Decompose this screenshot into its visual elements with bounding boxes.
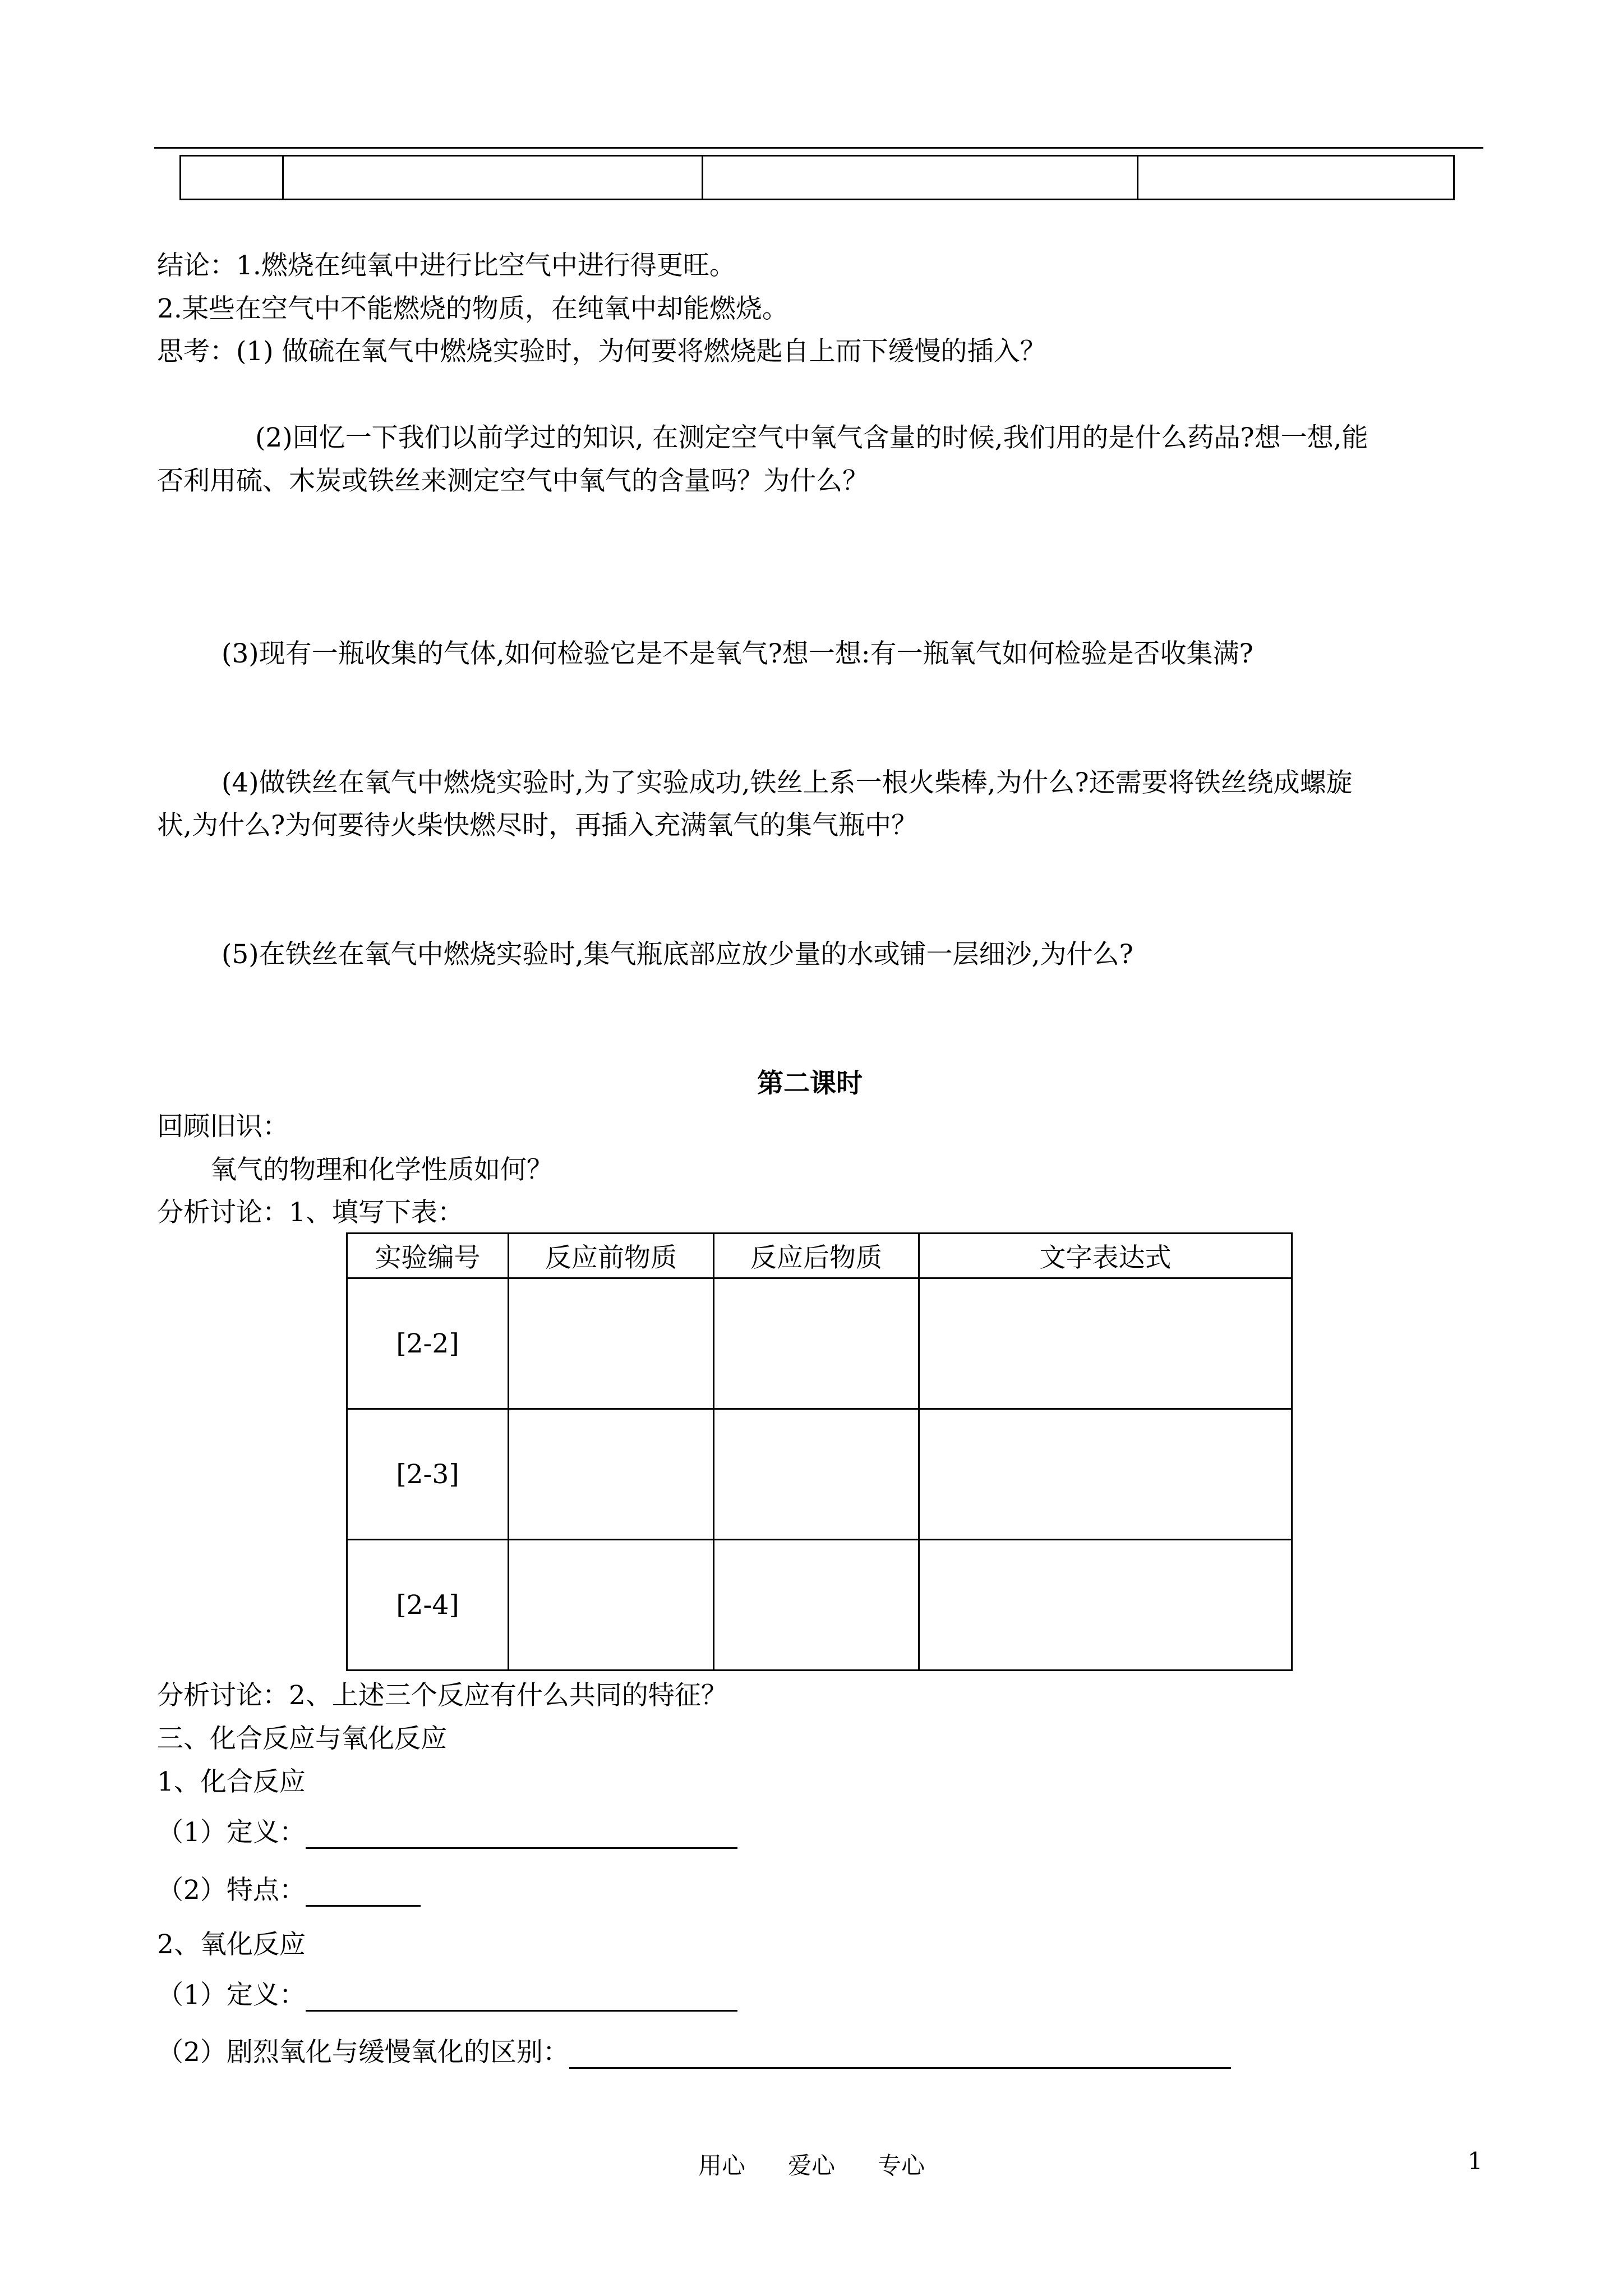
combination-definition-row — [157, 1816, 737, 1849]
table-cell — [1138, 156, 1454, 200]
continued-table-row — [179, 155, 1455, 200]
definition-blank[interactable] — [306, 1818, 737, 1849]
table-cell — [181, 156, 283, 200]
combination-feature-row — [157, 1874, 421, 1907]
table-cell[interactable] — [714, 1540, 919, 1671]
footer-item: 爱心 — [787, 2152, 835, 2179]
experiment-id: [2-4] — [347, 1540, 509, 1671]
table-header: 反应后物质 — [714, 1234, 919, 1278]
difference-blank[interactable] — [569, 2038, 1231, 2069]
table-header: 反应前物质 — [509, 1234, 714, 1278]
thinking-question-2a: (2)回忆一下我们以前学过的知识, 在测定空气中氧气含量的时候,我们用的是什么药品?想一想,能 — [255, 422, 1368, 453]
conclusion-line-1: 结论：1.燃烧在纯氧中进行比空气中进行得更旺。 — [157, 250, 736, 281]
thinking-question-2b: 否利用硫、木炭或铁丝来测定空气中氧气的含量吗？为什么？ — [157, 466, 869, 496]
thinking-question-4a: (4)做铁丝在氧气中燃烧实验时,为了实验成功,铁丝上系一根火柴棒,为什么?还需要将铁丝绕成螺旋 — [222, 767, 1353, 798]
table-cell[interactable] — [714, 1278, 919, 1409]
conclusion-line-2: 2.某些在空气中不能燃烧的物质，在纯氧中却能燃烧。 — [157, 293, 789, 324]
table-cell[interactable] — [509, 1540, 714, 1671]
table-header: 文字表达式 — [919, 1234, 1292, 1278]
combination-feature-label: （2）特点： — [157, 1875, 306, 1906]
oxidation-difference-row — [157, 2036, 1231, 2069]
lesson-title: 第二课时 — [757, 1068, 863, 1099]
footer-item: 专心 — [878, 2152, 925, 2179]
table-cell[interactable] — [509, 1409, 714, 1540]
table-row — [347, 1409, 1292, 1540]
table-header: 实验编号 — [347, 1234, 509, 1278]
table-cell — [283, 156, 703, 200]
header-rule — [154, 147, 1483, 149]
table-row — [347, 1540, 1292, 1671]
review-question: 氧气的物理和化学性质如何？ — [210, 1154, 553, 1185]
table-cell — [703, 156, 1138, 200]
oxidation-heading: 2、氧化反应 — [157, 1929, 306, 1960]
oxidation-difference-label: （2）剧烈氧化与缓慢氧化的区别： — [157, 2037, 569, 2068]
footer-motto — [0, 2147, 1623, 2181]
thinking-question-4b: 状,为什么?为何要待火柴快燃尽时，再插入充满氧气的集气瓶中？ — [157, 810, 918, 841]
section-heading: 三、化合反应与氧化反应 — [157, 1723, 447, 1754]
feature-blank[interactable] — [306, 1876, 421, 1907]
experiment-id: [2-2] — [347, 1278, 509, 1409]
combination-definition-label: （1）定义： — [157, 1817, 306, 1848]
thinking-question-5: (5)在铁丝在氧气中燃烧实验时,集气瓶底部应放少量的水或铺一层细沙,为什么? — [222, 939, 1133, 970]
definition-blank[interactable] — [306, 1981, 737, 2012]
experiment-table — [346, 1232, 1293, 1671]
thinking-question-1: 思考：(1) 做硫在氧气中燃烧实验时，为何要将燃烧匙自上而下缓慢的插入？ — [157, 336, 1046, 367]
experiment-id: [2-3] — [347, 1409, 509, 1540]
table-row — [347, 1278, 1292, 1409]
oxidation-definition-row — [157, 1979, 737, 2012]
table-cell[interactable] — [919, 1278, 1292, 1409]
table-cell[interactable] — [919, 1540, 1292, 1671]
footer-item: 用心 — [698, 2152, 745, 2179]
table-cell[interactable] — [714, 1409, 919, 1540]
table-header-row — [347, 1234, 1292, 1278]
table-cell[interactable] — [509, 1278, 714, 1409]
discussion-1: 分析讨论：1、填写下表： — [157, 1197, 464, 1228]
discussion-2: 分析讨论：2、上述三个反应有什么共同的特征？ — [157, 1680, 727, 1711]
thinking-question-3: (3)现有一瓶收集的气体,如何检验它是不是氧气?想一想:有一瓶氧气如何检验是否收集满? — [222, 638, 1253, 669]
page-number: 1 — [1468, 2147, 1483, 2175]
combination-heading: 1、化合反应 — [157, 1766, 306, 1797]
oxidation-definition-label: （1）定义： — [157, 1980, 306, 2010]
table-cell[interactable] — [919, 1409, 1292, 1540]
review-label: 回顾旧识： — [157, 1111, 289, 1142]
